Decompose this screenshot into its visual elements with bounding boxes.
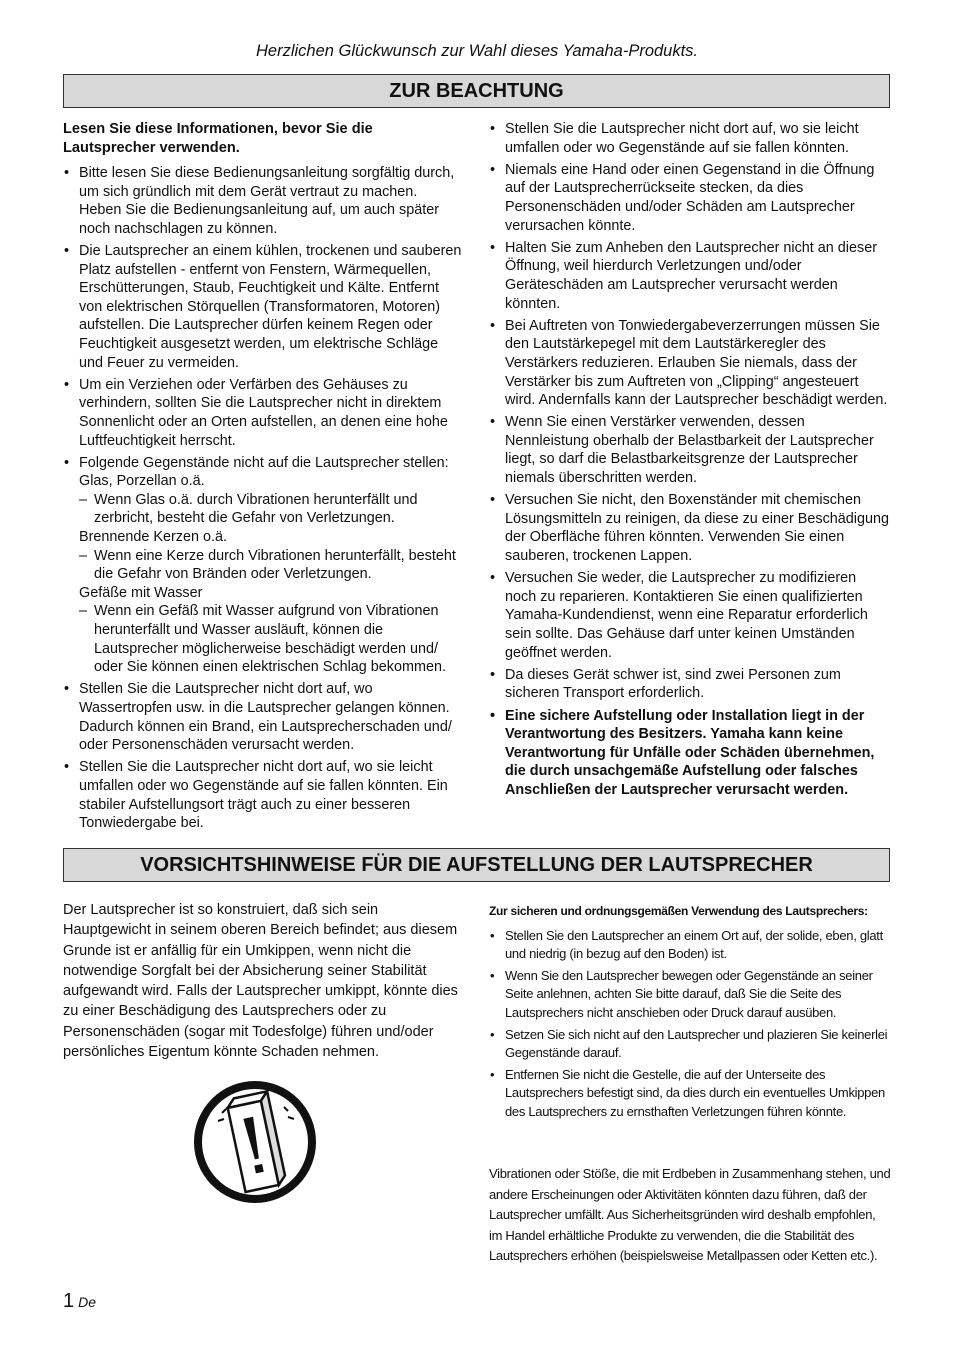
language-code: De	[78, 1294, 97, 1310]
object-candles: Brennende Kerzen o.ä.	[79, 529, 228, 546]
earthquake-note: Vibrationen oder Stöße, die mit Erdbeben in Zusammenhang stehen, und andere Erscheinungen oder Aktivitäten könnten dazu führen, daß der Lautsprecher umfällt. Aus Sicherheitsgründen wird deshalb empfohlen, im Handel erhältliche Produkte zu verwenden, die die Stabilität des Lautsprechers erhöhen (beispielsweise Metallpassen oder Ketten etc.).	[489, 1166, 891, 1263]
list-item: • Stellen Sie die Lautsprecher nicht dort auf, wo sie leicht umfallen oder wo Gegenstände auf sie fallen könnten. Ein stabiler Aufstellungsort trägt auch zu einer besseren Tonwiedergabe bei.	[63, 758, 463, 832]
list-item: • Versuchen Sie weder, die Lautsprecher zu modifizieren noch zu reparieren. Kontaktieren Sie einen qualifizierten Yamaha-Kundendienst, wenn eine Reparatur erforderlich sein sollte. Das Gehäuse darf unter keinen Umständen geöffnet werden.	[489, 569, 891, 662]
object-water-risk: – Wenn ein Gefäß mit Wasser aufgrund von Vibrationen herunterfällt und Wasser ausläuft, können die Lautsprecher möglicherweise beschädigt werden und/ oder Sie können einen elektrischen Schlag bekommen.	[79, 602, 463, 676]
section2-right-column	[489, 902, 891, 1125]
section1-left-column	[63, 120, 463, 836]
list-item: • Wenn Sie einen Verstärker verwenden, dessen Nennleistung oberhalb der Belastbarkeit der Lautsprecher liegt, so darf die Belastbarkeitsgrenze der Lautsprecher niemals überschritten werden.	[489, 413, 891, 487]
section-title-vorsicht: VORSICHTSHINWEISE FÜR DIE AUFSTELLUNG DER LAUTSPRECHER	[63, 848, 890, 882]
list-item: • Stellen Sie den Lautsprecher an einem Ort auf, der solide, eben, glatt und niedrig (in bezug auf den Boden) ist.	[489, 927, 891, 964]
lead-text: Lesen Sie diese Informationen, bevor Sie die Lautsprecher verwenden.	[63, 121, 373, 156]
tipping-speaker-warning-icon	[192, 1079, 318, 1205]
usage-heading: Zur sicheren und ordnungsgemäßen Verwendung des Lautsprechers:	[489, 904, 868, 918]
intro-line: Herzlichen Glückwunsch zur Wahl dieses Yamaha-Produkts.	[255, 42, 699, 60]
section2-paragraph: Der Lautsprecher ist so konstruiert, daß sich sein Hauptgewicht in seinem oberen Bereich befindet; aus diesem Grunde ist er anfällig für ein Umkippen, wenn nicht die notwendige Sorgfalt bei der Absicherung seiner Stabilität aufgewandt wird. Falls der Lautsprecher umkippt, könnte dies zu einer Beschädigung des Lautsprechers oder zu Personenschäden (sogar mit Todesfolge) führen und/oder persönliches Eigentum könnte Schaden nehmen.	[63, 902, 458, 1061]
list-item-responsibility: • Eine sichere Aufstellung oder Installation liegt in der Verantwortung des Besitzers. Yamaha kann keine Verantwortung für Unfälle oder Schäden übernehmen, die durch unsachgemäße Aufstellung oder falsches Anschließen der Lautsprecher verursacht werden.	[489, 707, 891, 800]
list-item: • Halten Sie zum Anheben den Lautsprecher nicht an dieser Öffnung, weil hierdurch Verletzungen und/oder Geräteschäden am Lautsprecher verursacht werden könnten.	[489, 239, 891, 313]
list-item: • Da dieses Gerät schwer ist, sind zwei Personen zum sicheren Transport erforderlich.	[489, 666, 891, 703]
list-item: • Die Lautsprecher an einem kühlen, trockenen und sauberen Platz aufstellen - entfernt von Fenstern, Wärmequellen, Erschütterungen, Staub, Feuchtigkeit und Kälte. Entfernt von elektrischen Störquellen (Transformatoren, Motoren) aufstellen. Die Lautsprecher dürfen keinem Regen oder Feuchtigkeit ausgesetzt werden, um elektrische Schläge und Feuer zu vermeiden.	[63, 242, 463, 372]
list-item: • Stellen Sie die Lautsprecher nicht dort auf, wo sie leicht umfallen oder wo Gegenstände auf sie fallen könnten.	[489, 120, 891, 157]
list-item: • Wenn Sie den Lautsprecher bewegen oder Gegenstände an seiner Seite anlehnen, achten Sie bitte darauf, daß Sie die Seite des Lautsprechers nicht anschieben oder Druck darauf ausüben.	[489, 967, 891, 1023]
section1-right-column	[489, 120, 891, 803]
list-item: • Niemals eine Hand oder einen Gegenstand in die Öffnung auf der Lautsprecherrückseite stecken, da dies Personenschäden und/oder Schäden am Lautsprecher verursachen könnte.	[489, 161, 891, 235]
section-title-beachtung: ZUR BEACHTUNG	[63, 74, 890, 108]
list-item: • Entfernen Sie nicht die Gestelle, die auf der Unterseite des Lautsprechers befestigt sind, da dies durch ein eventuelles Umkippen des Lautsprechers zu ernsthaften Verletzungen führen könnte.	[489, 1066, 891, 1122]
list-item: • Bitte lesen Sie diese Bedienungsanleitung sorgfältig durch, um sich gründlich mit dem Gerät vertraut zu machen. Heben Sie die Bedienungsanleitung auf, um auch später noch nachschlagen zu können.	[63, 164, 463, 238]
list-item: • Um ein Verziehen oder Verfärben des Gehäuses zu verhindern, sollten Sie die Lautsprecher nicht in direktem Sonnenlicht oder an Orten aufstellen, an denen eine hohe Luftfeuchtigkeit herrscht.	[63, 376, 463, 450]
object-glass-risk: – Wenn Glas o.ä. durch Vibrationen herunterfällt und zerbricht, besteht die Gefahr von Verletzungen.	[79, 491, 463, 528]
objects-intro: • Folgende Gegenstände nicht auf die Lautsprecher stellen:	[79, 454, 449, 471]
list-item: • Setzen Sie sich nicht auf den Lautsprecher und plazieren Sie keinerlei Gegenstände darauf.	[489, 1026, 891, 1063]
usage-bullet-list	[489, 927, 891, 1122]
object-candles-risk: – Wenn eine Kerze durch Vibrationen herunterfällt, besteht die Gefahr von Bränden oder Verletzungen.	[79, 547, 463, 584]
page-footer	[63, 1290, 96, 1313]
object-water: Gefäße mit Wasser	[79, 584, 203, 601]
list-item-objects	[63, 454, 463, 677]
list-item: • Stellen Sie die Lautsprecher nicht dort auf, wo Wassertropfen usw. in die Lautsprecher gelangen können. Dadurch können ein Brand, ein Lautsprecherschaden und/ oder Personenschäden verursacht werden.	[63, 680, 463, 754]
left-bullet-list	[63, 164, 463, 833]
object-glass: Glas, Porzellan o.ä.	[79, 473, 205, 490]
right-bullet-list	[489, 120, 891, 800]
list-item: • Versuchen Sie nicht, den Boxenständer mit chemischen Lösungsmitteln zu reinigen, da diese zu einer Beschädigung der Oberfläche führen könnten. Verwenden Sie einen sauberen, trockenen Lappen.	[489, 491, 891, 565]
page-number: 1	[63, 1290, 75, 1312]
list-item: • Bei Auftreten von Tonwiedergabeverzerrungen müssen Sie den Lautstärkepegel mit dem Lautstärkeregler des Verstärkers reduzieren. Erlauben Sie niemals, dass der Verstärker bis zum Auftreten von „Clipping“ angesteuert wird. Andernfalls kann der Lautsprecher beschädigt werden.	[489, 317, 891, 410]
